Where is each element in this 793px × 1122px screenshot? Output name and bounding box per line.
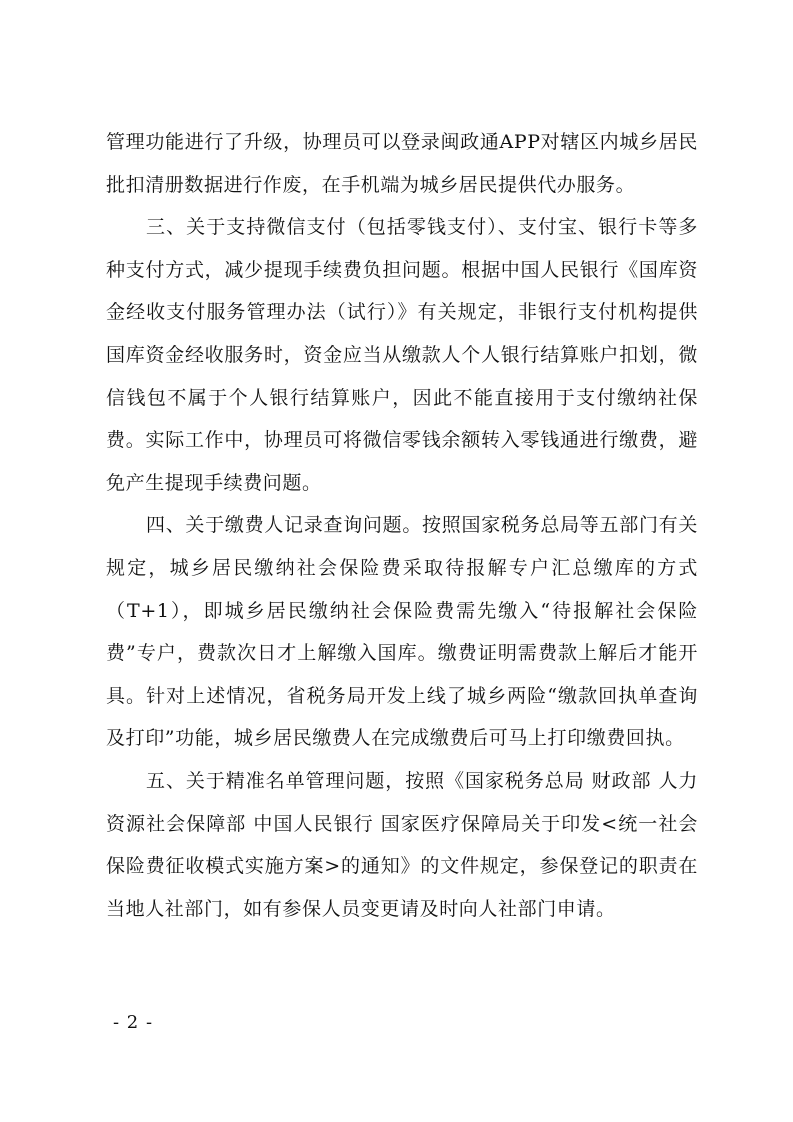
document-body — [106, 121, 698, 930]
page-number: - 2 - — [113, 1012, 154, 1033]
paragraph-section-3: 三、关于支持微信支付（包括零钱支付）、支付宝、银行卡等多种支付方式，减少提现手续费负担问题。根据中国人民银行《国库资金经收支付服务管理办法（试行）》有关规定，非银行支付机构提供国库资金经收服务时，资金应当从缴款人个人银行结算账户扣划，微信钱包不属于个人银行结算账户，因此不能直接用于支付缴纳社保费。实际工作中，协理员可将微信零钱余额转入零钱通进行缴费，避免产生提现手续费问题。 — [106, 216, 698, 494]
paragraph-continuation: 管理功能进行了升级，协理员可以登录闽政通APP对辖区内城乡居民批扣清册数据进行作废，在手机端为城乡居民提供代办服务。 — [106, 131, 698, 196]
paragraph-section-4: 四、关于缴费人记录查询问题。按照国家税务总局等五部门有关规定，城乡居民缴纳社会保险费采取待报解专户汇总缴库的方式（T+1），即城乡居民缴纳社会保险费需先缴入“待报解社会保险费”专户，费款次日才上解缴入国库。缴费证明需费款上解后才能开具。针对上述情况，省税务局开发上线了城乡两险“缴款回执单查询及打印”功能，城乡居民缴费人在完成缴费后可马上打印缴费回执。 — [106, 514, 698, 750]
paragraph-section-5: 五、关于精准名单管理问题，按照《国家税务总局 财政部 人力资源社会保障部 中国人民银行 国家医疗保障局关于印发<统一社会保险费征收模式实施方案>的通知》的文件规定，参保登记的职责在当地人社部门，如有参保人员变更请及时向人社部门申请。 — [106, 769, 698, 920]
